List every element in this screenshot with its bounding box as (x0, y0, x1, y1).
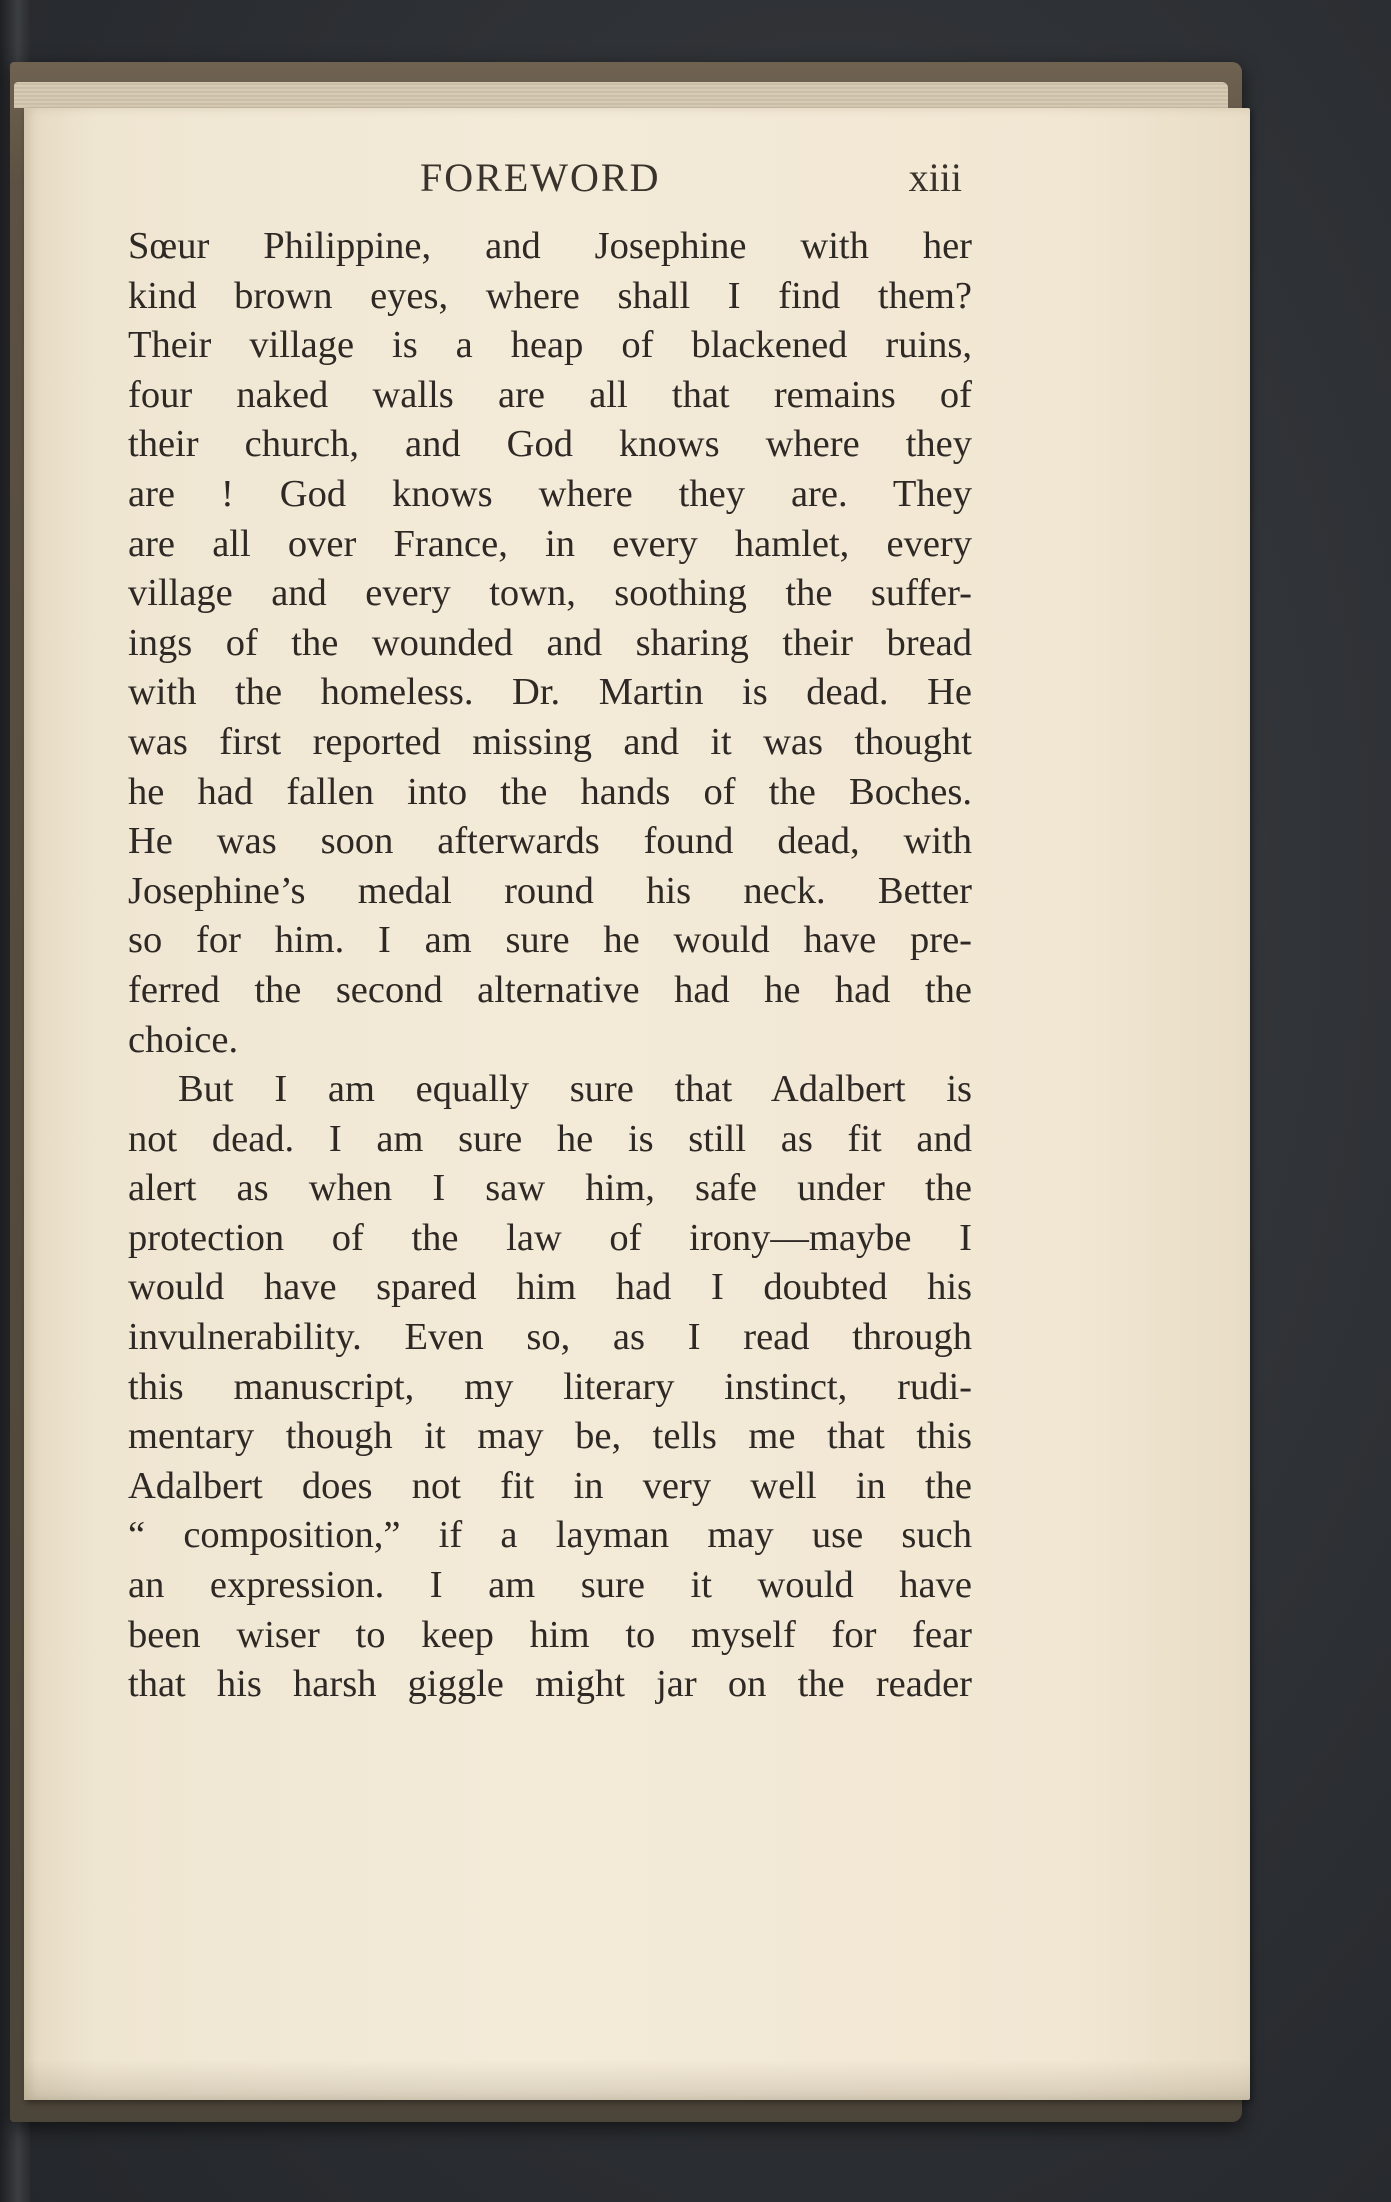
text-line: mentary though it may be, tells me that this (128, 1415, 972, 1458)
text-line: he had fallen into the hands of the Boches. (128, 770, 972, 813)
text-line: “ composition,” if a layman may use such (128, 1514, 972, 1557)
text-line: that his harsh giggle might jar on the reader (128, 1663, 972, 1706)
chapter-title: FOREWORD (420, 155, 661, 200)
text-line: invulnerability. Even so, as I read through (128, 1316, 972, 1359)
text-line: Adalbert does not fit in very well in the (128, 1464, 972, 1507)
text-line: was first reported missing and it was thought (128, 720, 972, 763)
text-line: alert as when I saw him, safe under the (128, 1167, 972, 1210)
text-line: But I am equally sure that Adalbert is (178, 1068, 972, 1111)
text-line: Their village is a heap of blackened ruins, (128, 324, 972, 367)
text-line: Josephine’s medal round his neck. Better (128, 869, 972, 912)
text-line: so for him. I am sure he would have pre- (128, 919, 972, 962)
text-line: not dead. I am sure he is still as fit and (128, 1117, 972, 1160)
page-number: xiii (908, 155, 962, 200)
text-line: choice. (128, 1018, 239, 1061)
text-line: village and every town, soothing the suffer- (128, 572, 972, 615)
text-line: are all over France, in every hamlet, every (128, 522, 972, 565)
text-line: with the homeless. Dr. Martin is dead. He (128, 671, 972, 714)
text-line: Sœur Philippine, and Josephine with her (128, 225, 972, 267)
text-line: are ! God knows where they are. They (128, 472, 972, 515)
text-line: ferred the second alternative had he had the (128, 968, 972, 1011)
running-head (120, 148, 962, 208)
text-line: their church, and God knows where they (128, 423, 972, 466)
page-edges (14, 82, 1228, 108)
text-line: an expression. I am sure it would have (128, 1564, 972, 1607)
text-line: protection of the law of irony—maybe I (128, 1216, 972, 1259)
text-line: would have spared him had I doubted his (128, 1266, 972, 1309)
text-line: ings of the wounded and sharing their bread (128, 621, 972, 664)
text-line: been wiser to keep him to myself for fear (128, 1613, 972, 1656)
text-line: this manuscript, my literary instinct, rudi- (128, 1365, 972, 1408)
body-text (128, 222, 972, 1710)
text-line: He was soon afterwards found dead, with (128, 820, 972, 863)
text-line: four naked walls are all that remains of (128, 373, 972, 416)
text-line: kind brown eyes, where shall I find them? (128, 274, 972, 317)
